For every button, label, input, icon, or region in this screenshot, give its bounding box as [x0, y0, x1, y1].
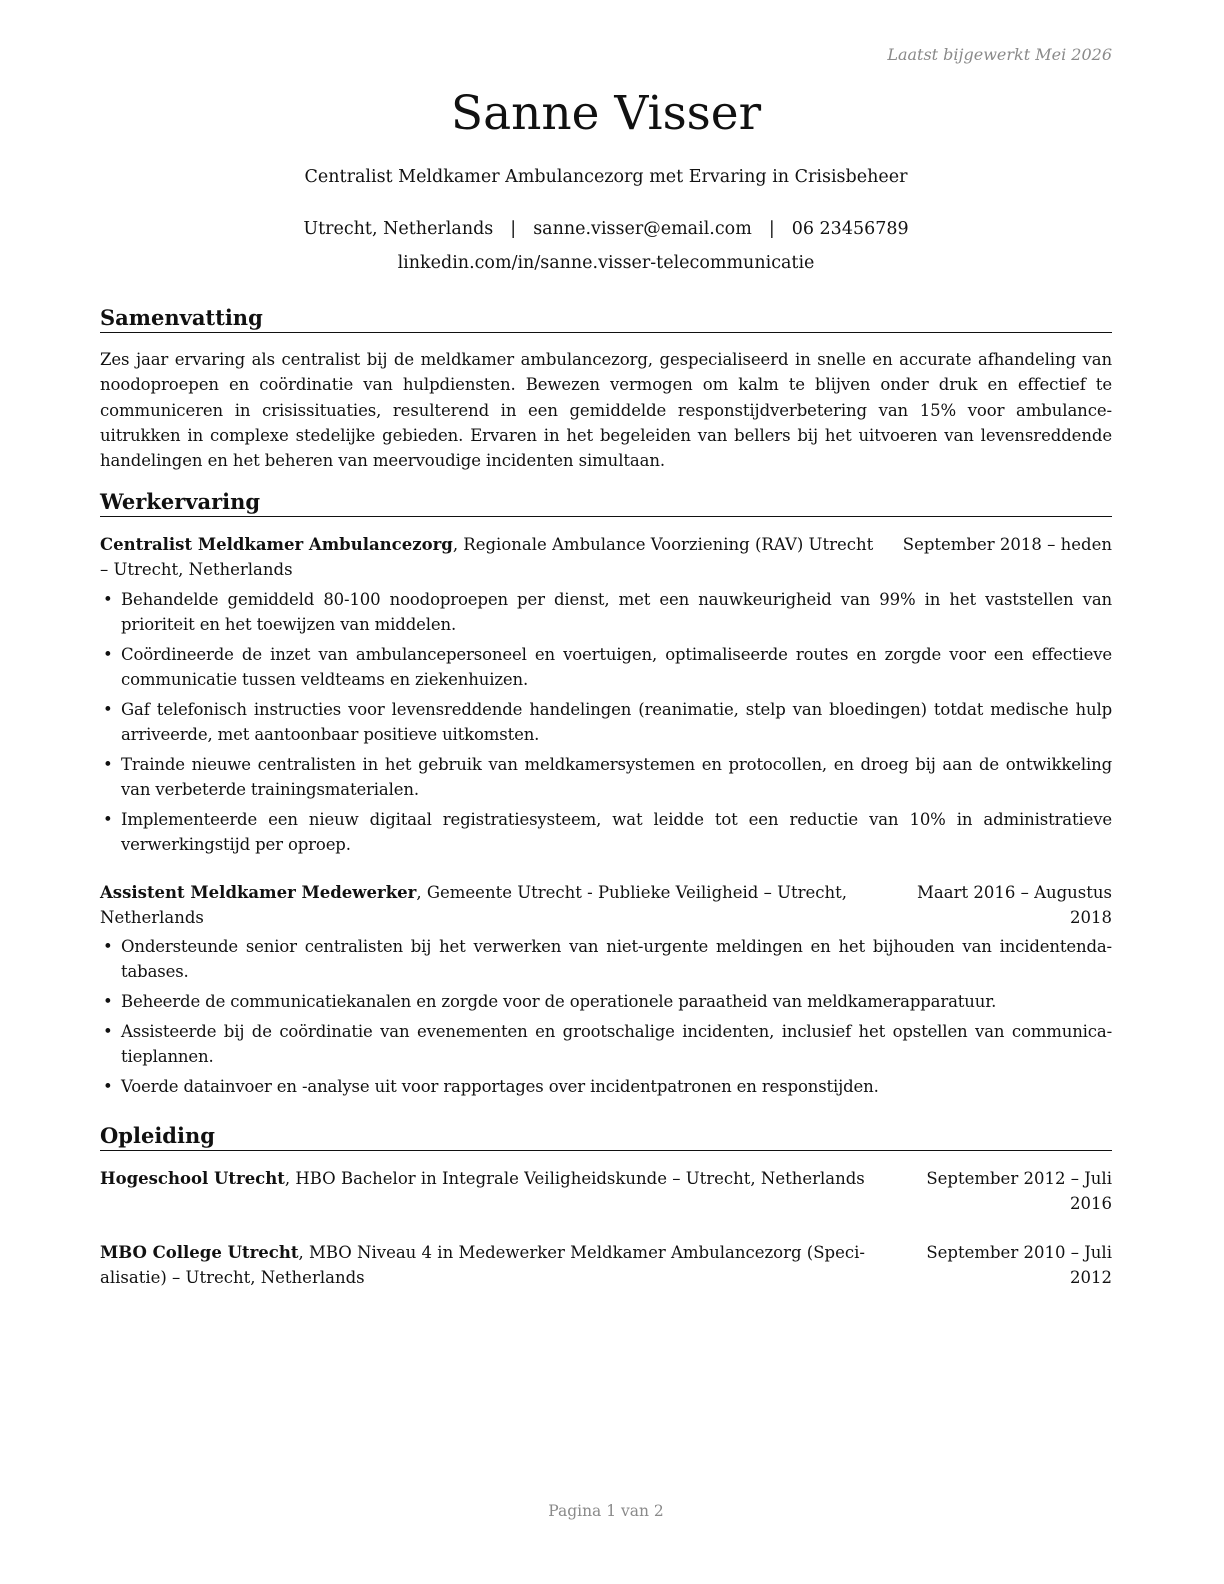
candidate-headline: Centralist Meldkamer Ambulancezorg met Ervaring in Crisisbeheer	[304, 167, 908, 187]
list-item: • Ondersteunde senior centralisten bij het verwerken van niet-urgente meldingen en het bijhouden van incidentenda-tabases.	[100, 934, 1112, 984]
job-title-line	[100, 532, 873, 557]
list-item: • Implementeerde een nieuw digitaal registratiesysteem, wat leidde tot een reductie van 10% in administratieve verwerkingstijd per oproep.	[100, 807, 1112, 857]
bullet-icon: •	[103, 937, 113, 956]
contact-separator: |	[510, 219, 517, 239]
education-school: Hogeschool Utrecht	[100, 1169, 285, 1188]
list-item: • Assisteerde bij de coördinatie van evenementen en grootschalige incidenten, inclusief het opstellen van communica-tieplannen.	[100, 1019, 1112, 1069]
contact-location: Utrecht, Netherlands	[303, 219, 494, 239]
bullet-icon: •	[103, 1022, 113, 1041]
page-number: Pagina 1 van 2	[548, 1502, 664, 1520]
job-role: Centralist Meldkamer Ambulancezorg	[100, 535, 453, 554]
education-dates-continued: 2016	[1070, 1194, 1112, 1213]
job-title-line	[100, 880, 847, 905]
list-item: • Voerde datainvoer en -analyse uit voor rapportages over incidentpatronen en responstijden.	[100, 1074, 1112, 1099]
job-dates: Maart 2016 – Augustus	[917, 883, 1112, 902]
contact-phone[interactable]: 06 23456789	[791, 219, 909, 239]
education-program: , HBO Bachelor in Integrale Veiligheidskunde – Utrecht, Netherlands	[284, 1169, 865, 1188]
bullet-icon: •	[103, 992, 113, 1011]
job-dates-continued: 2018	[1070, 908, 1112, 927]
candidate-name: Sanne Visser	[450, 86, 762, 141]
section-title-experience: Werkervaring	[100, 489, 1112, 517]
section-title-education: Opleiding	[100, 1123, 1112, 1151]
education-item	[100, 1166, 1112, 1216]
bullet-icon: •	[103, 810, 113, 829]
education-dates: September 2010 – Juli	[926, 1243, 1112, 1262]
job-location: Netherlands	[100, 908, 204, 927]
contact-line	[100, 219, 1112, 239]
job-bullets	[100, 934, 1112, 1104]
contact-email[interactable]: sanne.visser@email.com	[533, 219, 752, 239]
summary-text: Zes jaar ervaring als centralist bij de meldkamer ambulancezorg, gespecialiseerd in snelle en accurate afhandeling van noodoproepen en coördinatie van hulpdiensten. Bewezen vermogen om kalm te blijven onder druk en effectief te communiceren in crisissituaties, resulterend in een gemiddelde responstijdverbetering van 15% voor ambulance-uitrukken in complexe stedelijke gebieden. Ervaren in het begeleiden van bellers bij het uitvoeren van levensreddende handelingen en het beheren van meervoudige incidenten simultaan.	[100, 350, 1112, 471]
education-dates: September 2012 – Juli	[926, 1169, 1112, 1188]
bullet-icon: •	[103, 700, 113, 719]
job-dates: September 2018 – heden	[902, 535, 1112, 554]
resume-page	[100, 0, 1112, 1584]
section-title-summary: Samenvatting	[100, 305, 1112, 333]
last-updated-note: Laatst bijgewerkt Mei 2026	[887, 45, 1112, 64]
job-role: Assistent Meldkamer Medewerker	[100, 883, 417, 902]
bullet-icon: •	[103, 1077, 113, 1096]
education-school: MBO College Utrecht	[100, 1243, 299, 1262]
education-title-line	[100, 1240, 865, 1265]
job-bullets	[100, 587, 1112, 862]
list-item: • Gaf telefonisch instructies voor levensreddende handelingen (reanimatie, stelp van bloedingen) totdat medische hulp arriveerde, met aantoonbaar positieve uitkomsten.	[100, 697, 1112, 747]
education-dates-continued: 2012	[1070, 1268, 1112, 1287]
education-title-line	[100, 1166, 865, 1191]
list-item: • Behandelde gemiddeld 80-100 noodoproepen per dienst, met een nauwkeurigheid van 99% in het vaststellen van prioriteit en het toewijzen van middelen.	[100, 587, 1112, 637]
list-item: • Beheerde de communicatiekanalen en zorgde voor de operationele paraatheid van meldkamerapparatuur.	[100, 989, 1112, 1014]
job-organization: , Gemeente Utrecht - Publieke Veiligheid – Utrecht,	[416, 883, 848, 902]
bullet-icon: •	[103, 590, 113, 609]
job-organization: , Regionale Ambulance Voorziening (RAV) Utrecht	[452, 535, 874, 554]
job-header	[100, 532, 1112, 582]
bullet-icon: •	[103, 645, 113, 664]
bullet-icon: •	[103, 755, 113, 774]
education-item	[100, 1240, 1112, 1290]
education-program: , MBO Niveau 4 in Medewerker Meldkamer Ambulancezorg (Speci-	[298, 1243, 865, 1262]
list-item: • Coördineerde de inzet van ambulancepersoneel en voertuigen, optimaliseerde routes en zorgde voor een effectieve communicatie tussen veldteams en ziekenhuizen.	[100, 642, 1112, 692]
linkedin-link[interactable]: linkedin.com/in/sanne.visser-telecommunicatie	[397, 253, 815, 273]
education-program-continued: alisatie) – Utrecht, Netherlands	[100, 1268, 365, 1287]
list-item: • Trainde nieuwe centralisten in het gebruik van meldkamersystemen en protocollen, en droeg bij aan de ontwikkeling van verbeterde trainingsmaterialen.	[100, 752, 1112, 802]
job-location: – Utrecht, Netherlands	[100, 560, 293, 579]
job-header	[100, 880, 1112, 930]
contact-separator: |	[768, 219, 775, 239]
